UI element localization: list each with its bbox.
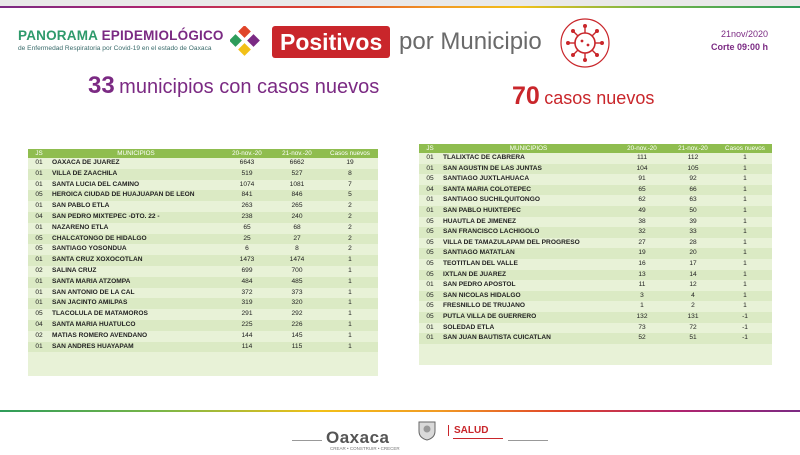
col-curr: 21-nov.-20 [668,144,718,153]
cell-new: 1 [322,320,378,331]
cell-prev: 6 [245,245,249,253]
table-row [419,259,772,270]
cell-js: 01 [35,288,43,296]
cell-municipio: SAN JUAN BAUTISTA CUICATLAN [441,333,616,344]
new-cases-count: 70 [512,82,540,110]
cell-municipio: SAN PEDRO APOSTOL [443,281,516,289]
cell-js: 01 [28,255,50,266]
municipalities-summary [88,72,379,100]
cell-js: 05 [426,175,434,183]
table-row [419,227,772,238]
cell-new: 2 [348,245,352,253]
title-positivos: Positivos [272,26,390,58]
cell-municipio: OAXACA DE JUAREZ [52,159,120,166]
table-row [419,323,772,334]
cell-new: 1 [743,281,747,289]
date-block [690,28,768,54]
new-cases-summary [512,82,654,111]
col-new: Casos nuevos [322,149,378,158]
cell-new: 1 [743,302,747,310]
cell-new: 1 [718,291,772,302]
cases-table-right [419,144,772,344]
cell-js: 05 [419,291,441,302]
col-js: JS [419,144,441,153]
table-row [28,212,378,223]
cell-municipio: SAN AGUSTIN DE LAS JUNTAS [441,164,616,175]
cell-curr: 226 [272,320,322,331]
cell-prev: 27 [638,238,646,246]
col-curr: 21-nov.-20 [272,149,322,158]
cell-js: 01 [426,154,434,161]
cell-prev: 841 [222,190,272,201]
cell-curr: 131 [668,312,718,323]
state-shield-icon [416,419,438,441]
cell-js: 05 [426,238,434,246]
table-row [419,206,772,217]
cutoff-time: Corte 09:00 h [710,42,768,52]
cell-new: 1 [348,310,352,318]
cell-js: 04 [28,212,50,223]
cell-js: 05 [426,302,434,310]
cell-municipio: HEROICA CIUDAD DE HUAJUAPAN DE LEON [50,190,222,201]
table-row [28,234,378,245]
cell-prev: 104 [616,164,668,175]
cell-curr: 1081 [289,180,305,188]
table-row [28,320,378,331]
table-row [419,248,772,259]
table-row [419,238,772,249]
cell-new: 1 [743,259,747,267]
footer-divider-left [292,440,322,441]
cell-curr: 68 [293,223,301,231]
cell-curr: 92 [689,175,697,183]
table-row [28,342,378,353]
cell-curr: 105 [668,164,718,175]
cell-curr: 12 [689,281,697,289]
cell-prev: 699 [241,266,253,274]
cell-new: 1 [348,288,352,296]
cell-new: -1 [718,333,772,344]
cell-municipio: SANTIAGO JUXTLAHUACA [443,175,530,183]
table-row [28,277,378,288]
cell-new: 2 [322,212,378,223]
cell-new: 1 [348,266,352,274]
cell-curr: 63 [689,196,697,204]
cell-curr: 39 [689,217,697,225]
cell-curr: 373 [291,288,303,296]
cell-prev: 52 [616,333,668,344]
cell-prev: 319 [222,298,272,309]
cell-prev: 62 [638,196,646,204]
cell-municipio: SANTA MARIA COLOTEPEC [441,185,616,196]
col-municipio: MUNICIPIOS [50,149,222,158]
cell-new: 1 [348,331,352,339]
table-row [28,223,378,234]
cell-js: 02 [35,266,43,274]
cell-js: 01 [419,206,441,217]
cell-curr: 72 [689,323,697,331]
cell-municipio: SAN PEDRO MIXTEPEC -DTO. 22 - [50,212,222,223]
cell-js: 05 [419,312,441,323]
cell-prev: 16 [638,259,646,267]
cell-js: 05 [426,259,434,267]
table-row [28,266,378,277]
cell-prev: 132 [616,312,668,323]
cell-js: 05 [419,248,441,259]
cell-prev: 91 [638,175,646,183]
table-header-row [28,149,378,158]
table-row [28,288,378,299]
cell-new: 1 [743,196,747,204]
cell-js: 01 [28,298,50,309]
cell-new: 2 [348,223,352,231]
table-row [419,153,772,164]
footer-salud-logo: SALUD [448,425,488,436]
cell-municipio: SANTA MARIA HUATULCO [50,320,222,331]
cell-new: 1 [743,154,747,161]
brand-title [18,28,240,43]
table-row [28,158,378,169]
table-row [419,291,772,302]
cell-municipio: SAN FRANCISCO LACHIGOLO [441,227,616,238]
cell-municipio: TLACOLULA DE MATAMOROS [52,310,148,318]
cell-prev: 519 [222,169,272,180]
cell-js: 01 [28,277,50,288]
table-row [28,309,378,320]
cell-curr: 27 [272,234,322,245]
cell-prev: 73 [638,323,646,331]
table-header-row [419,144,772,153]
cell-new: 1 [718,248,772,259]
cell-municipio: HUAUTLA DE JIMENEZ [443,217,517,225]
cell-curr: 112 [687,154,699,161]
cell-new: 1 [718,227,772,238]
cell-prev: 1473 [222,255,272,266]
cell-new: 1 [718,164,772,175]
cell-municipio: SAN PABLO HUIXTEPEC [441,206,616,217]
cell-new: 1 [743,217,747,225]
cell-prev: 65 [243,223,251,231]
col-prev: 20-nov.-20 [222,149,272,158]
cell-municipio: TEOTITLAN DEL VALLE [443,259,518,267]
cell-prev: 372 [241,288,253,296]
cell-municipio: SAN ANDRES HUAYAPAM [50,342,222,353]
cell-prev: 3 [616,291,668,302]
cell-js: 01 [419,164,441,175]
cell-municipio: MATIAS ROMERO AVENDANO [52,331,148,339]
cell-prev: 6643 [239,159,255,166]
cell-municipio: SANTIAGO SUCHILQUITONGO [443,196,540,204]
cell-js: 05 [419,270,441,281]
cell-prev: 11 [638,281,646,289]
cell-municipio: SOLEDAD ETLA [443,323,495,331]
cell-js: 05 [28,234,50,245]
cell-municipio: SAN JACINTO AMILPAS [50,298,222,309]
table-row [419,217,772,228]
cell-curr: 66 [668,185,718,196]
cell-js: 01 [419,333,441,344]
cell-new: 1 [718,185,772,196]
cell-new: 1 [322,255,378,266]
cell-municipio: CHALCATONGO DE HIDALGO [50,234,222,245]
cell-js: 01 [28,342,50,353]
brand-block [18,28,240,52]
cell-new: 2 [348,202,352,210]
cell-curr: 265 [291,202,303,210]
cell-curr: 145 [291,331,303,339]
cell-curr: 2 [691,302,695,310]
col-municipio: MUNICIPIOS [441,144,616,153]
cell-js: 01 [35,202,43,210]
cell-js: 04 [28,320,50,331]
cell-prev: 291 [241,310,253,318]
cell-municipio: VILLA DE ZAACHILA [50,169,222,180]
cell-new: -1 [742,323,748,331]
cell-prev: 65 [616,185,668,196]
cell-new: 7 [348,180,352,188]
cell-municipio: NAZARENO ETLA [52,223,109,231]
cell-js: 01 [426,196,434,204]
table-row [28,244,378,255]
brand-title-part1: PANORAMA [18,28,98,43]
cell-js: 01 [28,169,50,180]
municipalities-label: municipios con casos nuevos [119,76,380,98]
cell-prev: 238 [222,212,272,223]
table-row [28,298,378,309]
cell-municipio: SANTIAGO YOSONDUA [52,245,127,253]
table-row [28,331,378,342]
cell-js: 01 [35,180,43,188]
cell-curr: 6662 [289,159,305,166]
cell-new: -1 [718,312,772,323]
cell-prev: 114 [222,342,272,353]
col-js: JS [28,149,50,158]
virus-icon [558,16,612,70]
cell-new: 1 [743,238,747,246]
cell-prev: 144 [241,331,253,339]
table-row [28,169,378,180]
cell-curr: 50 [668,206,718,217]
cell-new: 2 [322,234,378,245]
footer-bar [0,410,800,455]
cell-curr: 1474 [272,255,322,266]
cell-municipio: VILLA DE TAMAZULAPAM DEL PROGRESO [443,238,580,246]
cell-curr: 846 [272,190,322,201]
cell-curr: 33 [668,227,718,238]
cell-new: 1 [322,298,378,309]
cell-prev: 49 [616,206,668,217]
cell-municipio: SAN PABLO ETLA [52,202,110,210]
table-row [28,180,378,191]
cell-prev: 484 [222,277,272,288]
cell-js: 04 [419,185,441,196]
cell-js: 05 [28,190,50,201]
cell-curr: 4 [668,291,718,302]
cell-curr: 20 [668,248,718,259]
cell-new: 19 [346,159,354,166]
table-left-panel [28,149,378,376]
new-cases-label: casos nuevos [544,88,655,108]
cell-new: 1 [718,270,772,281]
cell-js: 02 [35,331,43,339]
cell-js: 05 [426,217,434,225]
table-row [28,190,378,201]
cell-curr: 240 [272,212,322,223]
cell-municipio: TLALIXTAC DE CABRERA [443,154,525,161]
cell-new: 1 [743,175,747,183]
cell-new: 8 [322,169,378,180]
table-row [419,301,772,312]
col-prev: 20-nov.-20 [616,144,668,153]
table-row [419,312,772,323]
top-color-bar [0,0,800,8]
table-row [419,174,772,185]
cell-curr: 320 [272,298,322,309]
cell-curr: 8 [295,245,299,253]
cell-municipio: SANTA LUCIA DEL CAMINO [52,180,140,188]
cell-municipio: SANTIAGO MATATLAN [441,248,616,259]
cell-curr: 485 [272,277,322,288]
cell-curr: 700 [291,266,303,274]
cell-js: 01 [426,281,434,289]
cell-municipio: SAN ANTONIO DE LA CAL [52,288,135,296]
cell-curr: 292 [291,310,303,318]
cell-js: 05 [419,227,441,238]
cell-js: 05 [35,245,43,253]
cell-municipio: SALINA CRUZ [52,266,97,274]
cell-js: 05 [35,310,43,318]
footer-oaxaca-logo: Oaxaca [326,428,390,447]
col-new: Casos nuevos [718,144,772,153]
footer-salud-underline [453,438,503,443]
cell-prev: 225 [222,320,272,331]
cell-js: 01 [35,223,43,231]
table-row [419,185,772,196]
cell-js: 01 [35,159,43,166]
cell-new: 1 [718,206,772,217]
cell-curr: 28 [689,238,697,246]
cell-municipio: IXTLAN DE JUAREZ [441,270,616,281]
municipalities-count: 33 [88,72,115,99]
brand-title-part2: EPIDEMIOLÓGICO [101,28,224,43]
cell-municipio: FRESNILLO DE TRUJANO [443,302,526,310]
table-row [419,280,772,291]
cell-js: 01 [426,323,434,331]
brand-subtitle: de Enfermedad Respiratoria por Covid-19 en el estado de Oaxaca [18,45,212,52]
cell-prev: 32 [616,227,668,238]
cell-new: 5 [322,190,378,201]
cell-new: 1 [322,342,378,353]
table-row [419,333,772,344]
cell-prev: 13 [616,270,668,281]
cell-new: 1 [322,277,378,288]
cell-prev: 1 [640,302,644,310]
cell-curr: 14 [668,270,718,281]
cell-curr: 527 [272,169,322,180]
cell-municipio: SAN NICOLAS HIDALGO [441,291,616,302]
table-right-panel [419,144,772,365]
cell-prev: 263 [241,202,253,210]
cell-prev: 111 [636,154,648,161]
cell-prev: 19 [616,248,668,259]
cell-curr: 115 [272,342,322,353]
table-row [419,270,772,281]
cell-municipio: PUTLA VILLA DE GUERRERO [441,312,616,323]
table-row [28,201,378,212]
table-row [28,255,378,266]
cases-table-left [28,149,378,352]
cell-municipio: SANTA CRUZ XOXOCOTLAN [50,255,222,266]
cell-prev: 25 [222,234,272,245]
title-por-municipio: por Municipio [399,28,542,55]
footer-tagline: CREAR • CONSTRUIR • CRECER [330,446,400,451]
cell-prev: 38 [638,217,646,225]
diamond-logo-icon [230,26,260,56]
cell-curr: 51 [668,333,718,344]
table-row [419,195,772,206]
report-date: 21nov/2020 [720,29,768,39]
footer-divider-right [508,440,548,441]
table-row [419,164,772,175]
cell-municipio: SANTA MARIA ATZOMPA [50,277,222,288]
cell-curr: 17 [689,259,697,267]
cell-prev: 1074 [239,180,255,188]
